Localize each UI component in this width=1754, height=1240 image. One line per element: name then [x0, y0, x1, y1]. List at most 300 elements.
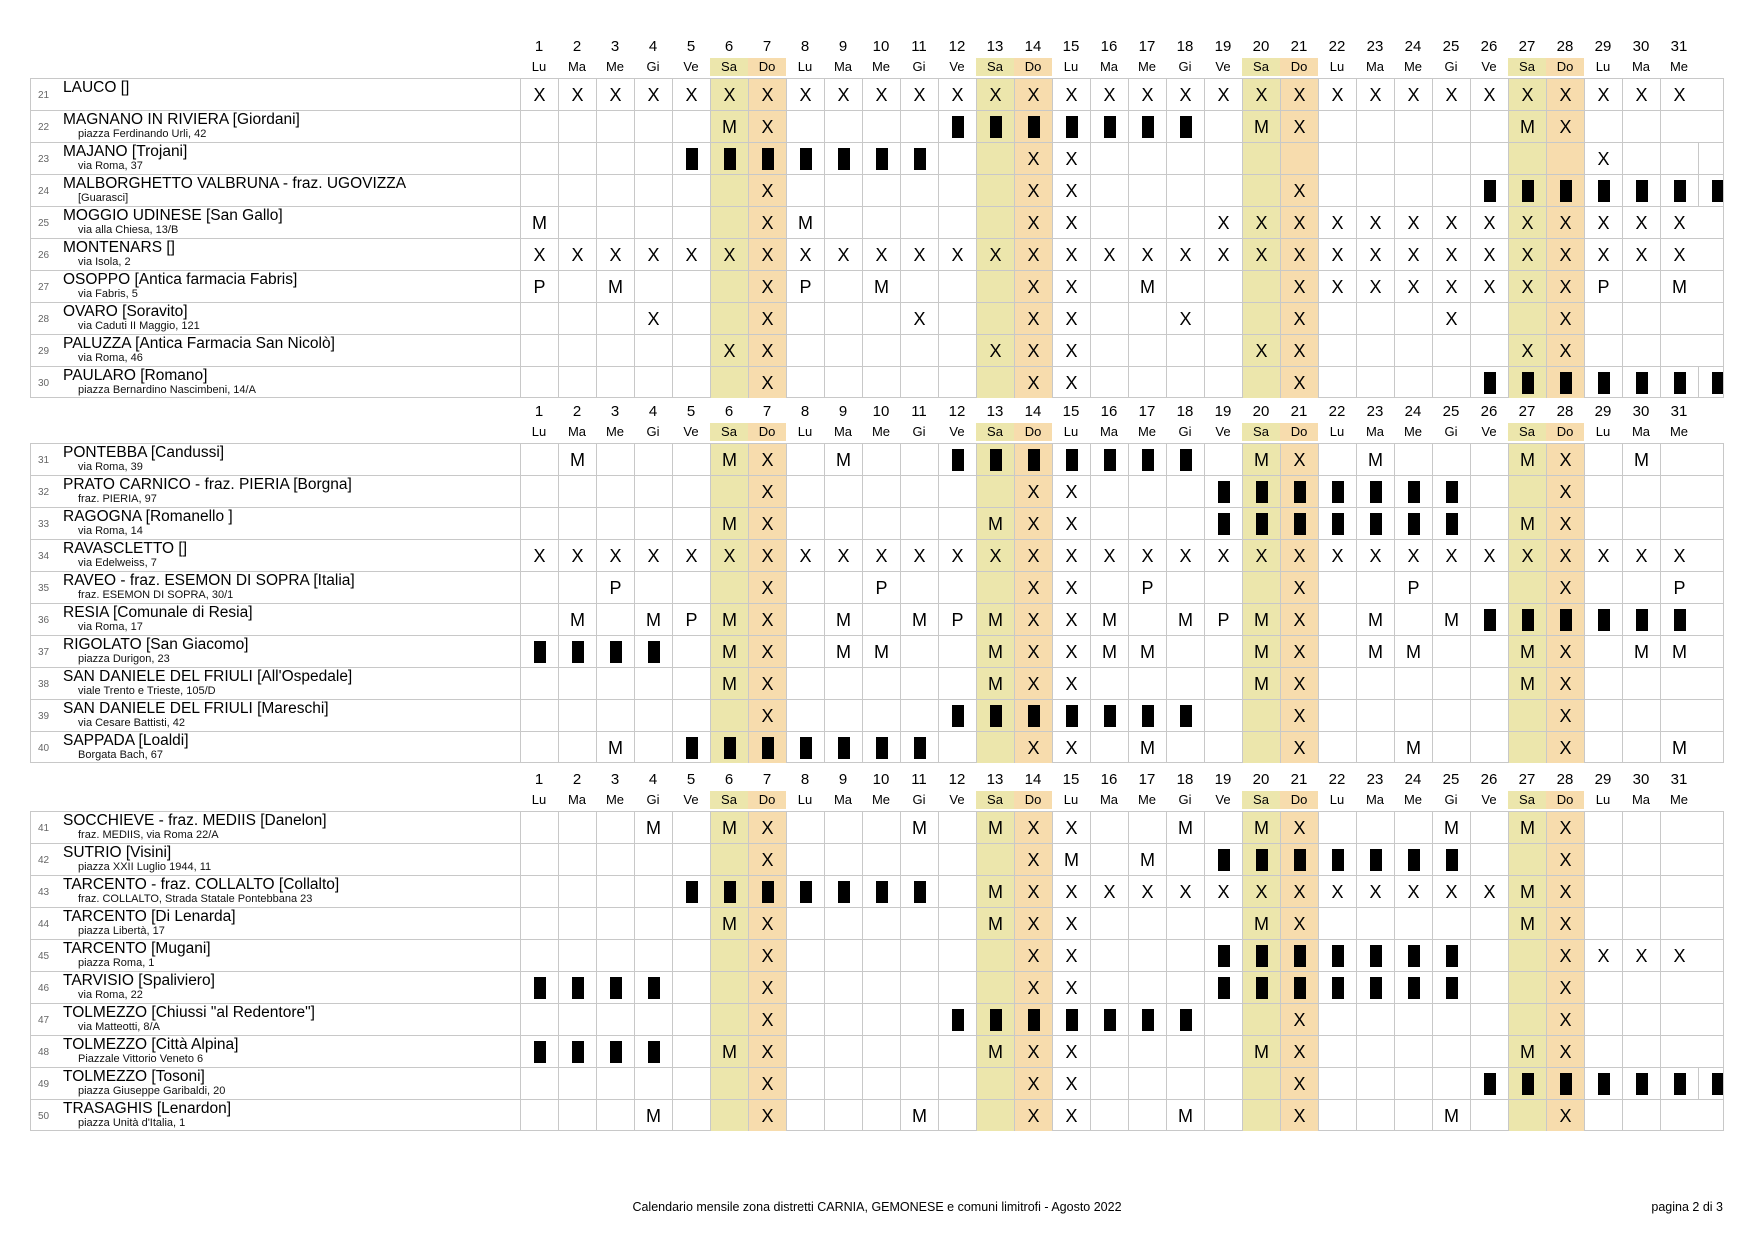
pharmacy-row — [30, 1099, 1724, 1131]
weekday-header: Gi — [1444, 424, 1458, 439]
pharmacy-name: MALBORGHETTO VALBRUNA - fraz. UGOVIZZA — [63, 175, 407, 192]
row-end-border — [1723, 668, 1724, 699]
schedule-cell: X — [748, 668, 786, 699]
day-number-header: 19 — [1214, 771, 1232, 788]
schedule-cell: X — [1280, 367, 1318, 398]
weekday-header: Sa — [710, 791, 748, 809]
schedule-cell — [1584, 636, 1622, 667]
schedule-cell — [1318, 908, 1356, 939]
closed-block-marker — [1332, 945, 1344, 967]
schedule-cell — [938, 940, 976, 971]
schedule-cell: X — [1090, 876, 1128, 907]
schedule-cell: P — [672, 604, 710, 635]
schedule-cell — [1470, 1004, 1508, 1035]
schedule-cell — [1508, 1068, 1546, 1099]
schedule-cell: M — [1508, 444, 1546, 475]
schedule-cell: X — [1014, 908, 1052, 939]
closed-block-marker — [1484, 372, 1496, 394]
day-number-header: 18 — [1176, 771, 1194, 788]
closed-block-marker — [1028, 449, 1040, 471]
schedule-cell: M — [1128, 271, 1166, 302]
schedule-cell: X — [748, 844, 786, 875]
row-end-border — [1723, 636, 1724, 667]
schedule-cell — [786, 444, 824, 475]
closed-block-marker — [1408, 977, 1420, 999]
schedule-cell: X — [1014, 668, 1052, 699]
weekday-header: Ma — [1099, 59, 1119, 74]
pharmacy-address: Piazzale Vittorio Veneto 6 — [78, 1053, 204, 1065]
weekday-header: Do — [748, 791, 786, 809]
schedule-cell — [1584, 668, 1622, 699]
pharmacy-name: SOCCHIEVE - fraz. MEDIIS [Danelon] — [63, 812, 327, 829]
schedule-cell — [634, 1036, 672, 1067]
row-end-border — [1723, 367, 1724, 398]
schedule-cell — [710, 1004, 748, 1035]
schedule-cell — [786, 668, 824, 699]
pharmacy-address: via Roma, 14 — [78, 525, 143, 537]
pharmacy-address: via alla Chiesa, 13/B — [78, 224, 179, 236]
day-number-header: 13 — [986, 771, 1004, 788]
closed-block-marker — [1598, 372, 1610, 394]
weekday-header: Ve — [949, 59, 965, 74]
schedule-cell — [596, 1036, 634, 1067]
day-number-header: 25 — [1442, 403, 1460, 420]
schedule-cell: X — [1052, 940, 1090, 971]
schedule-cell — [824, 1100, 862, 1131]
day-number-header: 9 — [838, 771, 848, 788]
schedule-cell — [1242, 700, 1280, 731]
closed-block-marker — [1218, 945, 1230, 967]
schedule-cell — [1318, 143, 1356, 174]
schedule-cell — [900, 972, 938, 1003]
day-number-header: 1 — [534, 403, 544, 420]
schedule-cell — [1356, 303, 1394, 334]
schedule-cell: P — [1204, 604, 1242, 635]
schedule-cell — [938, 476, 976, 507]
weekday-header: Lu — [797, 424, 813, 439]
weekday-header: Lu — [1063, 424, 1079, 439]
pharmacy-address: via Isola, 2 — [78, 256, 131, 268]
closed-block-marker — [1370, 481, 1382, 503]
schedule-cell — [1280, 972, 1318, 1003]
schedule-cell — [1356, 367, 1394, 398]
schedule-cell — [938, 1068, 976, 1099]
schedule-cell: X — [1470, 540, 1508, 571]
schedule-cell — [1090, 668, 1128, 699]
closed-block-marker — [1294, 513, 1306, 535]
schedule-cell: X — [1052, 367, 1090, 398]
schedule-cell — [1432, 732, 1470, 763]
schedule-cell — [1698, 175, 1736, 206]
schedule-cell — [1660, 700, 1698, 731]
schedule-cell — [1280, 143, 1318, 174]
schedule-cell — [1128, 444, 1166, 475]
closed-block-marker — [1256, 945, 1268, 967]
schedule-cell — [938, 876, 976, 907]
schedule-cell — [1128, 908, 1166, 939]
closed-block-marker — [1446, 513, 1458, 535]
schedule-cell — [1432, 972, 1470, 1003]
schedule-cell — [748, 876, 786, 907]
row-end-border — [1723, 508, 1724, 539]
schedule-cell — [1584, 476, 1622, 507]
closed-block-marker — [1408, 945, 1420, 967]
schedule-cell — [1660, 1068, 1698, 1099]
schedule-cell: X — [1014, 540, 1052, 571]
schedule-cell — [1242, 844, 1280, 875]
schedule-cell — [1128, 604, 1166, 635]
closed-block-marker — [762, 737, 774, 759]
schedule-cell — [1128, 700, 1166, 731]
schedule-cell — [596, 668, 634, 699]
closed-block-marker — [1598, 180, 1610, 202]
schedule-cell: X — [1052, 572, 1090, 603]
schedule-cell: M — [710, 812, 748, 843]
row-number: 28 — [30, 303, 56, 334]
schedule-cell: X — [1166, 303, 1204, 334]
schedule-cell: M — [1128, 636, 1166, 667]
pharmacy-name: MAGNANO IN RIVIERA [Giordani] — [63, 111, 300, 128]
schedule-cell: X — [1242, 540, 1280, 571]
schedule-cell — [1128, 1068, 1166, 1099]
closed-block-marker — [1142, 116, 1154, 138]
schedule-cell — [1280, 508, 1318, 539]
day-number-header: 3 — [610, 771, 620, 788]
pharmacy-address: piazza Roma, 1 — [78, 957, 155, 969]
schedule-cell — [520, 876, 558, 907]
closed-block-marker — [1712, 372, 1724, 394]
day-number-header: 6 — [724, 403, 734, 420]
closed-block-marker — [952, 705, 964, 727]
schedule-cell — [1090, 1068, 1128, 1099]
closed-block-marker — [1256, 977, 1268, 999]
schedule-cell: X — [1128, 239, 1166, 270]
weekday-header: Ma — [567, 59, 587, 74]
schedule-cell — [1356, 940, 1394, 971]
schedule-cell — [900, 207, 938, 238]
schedule-cell — [1090, 572, 1128, 603]
schedule-cell: P — [786, 271, 824, 302]
schedule-cell — [938, 700, 976, 731]
schedule-cell: X — [1622, 207, 1660, 238]
pharmacy-address: piazza Unità d'Italia, 1 — [78, 1117, 186, 1129]
schedule-cell — [1318, 367, 1356, 398]
schedule-cell: M — [1660, 636, 1698, 667]
schedule-cell: X — [824, 79, 862, 110]
schedule-cell — [558, 175, 596, 206]
schedule-cell — [900, 636, 938, 667]
schedule-cell — [1318, 476, 1356, 507]
schedule-cell — [1242, 1100, 1280, 1131]
schedule-cell — [1432, 700, 1470, 731]
row-end-border — [1723, 1100, 1724, 1131]
day-number-header: 10 — [872, 771, 890, 788]
schedule-cell — [1318, 303, 1356, 334]
schedule-cell — [558, 207, 596, 238]
schedule-cell: M — [1356, 636, 1394, 667]
closed-block-marker — [990, 116, 1002, 138]
day-number-header: 22 — [1328, 38, 1346, 55]
schedule-cell — [1204, 700, 1242, 731]
schedule-cell: X — [1318, 540, 1356, 571]
schedule-cell — [710, 1068, 748, 1099]
schedule-cell — [596, 812, 634, 843]
closed-block-marker — [1180, 705, 1192, 727]
schedule-cell — [634, 1068, 672, 1099]
schedule-cell — [786, 476, 824, 507]
schedule-cell — [862, 367, 900, 398]
schedule-cell — [1318, 1036, 1356, 1067]
closed-block-marker — [762, 148, 774, 170]
row-end-border — [1723, 940, 1724, 971]
schedule-cell: X — [1660, 239, 1698, 270]
schedule-cell — [634, 207, 672, 238]
pharmacy-name: SAN DANIELE DEL FRIULI [All'Ospedale] — [63, 668, 353, 685]
schedule-cell — [1204, 444, 1242, 475]
schedule-cell: X — [710, 540, 748, 571]
schedule-cell — [1622, 175, 1660, 206]
schedule-cell — [520, 335, 558, 366]
schedule-cell — [824, 732, 862, 763]
schedule-cell: X — [1014, 175, 1052, 206]
schedule-cell — [1584, 1036, 1622, 1067]
pharmacy-row — [30, 507, 1724, 539]
closed-block-marker — [800, 737, 812, 759]
schedule-cell — [1014, 444, 1052, 475]
schedule-cell: M — [1242, 812, 1280, 843]
schedule-cell — [672, 271, 710, 302]
schedule-cell — [976, 444, 1014, 475]
schedule-cell — [1508, 476, 1546, 507]
schedule-cell — [634, 940, 672, 971]
schedule-cell — [596, 1068, 634, 1099]
weekday-header: Ma — [1631, 59, 1651, 74]
schedule-cell — [900, 1036, 938, 1067]
schedule-cell — [1356, 572, 1394, 603]
day-number-header: 12 — [948, 771, 966, 788]
schedule-cell — [558, 367, 596, 398]
schedule-cell — [824, 668, 862, 699]
schedule-cell — [520, 1100, 558, 1131]
schedule-cell: M — [710, 604, 748, 635]
schedule-cell — [1508, 940, 1546, 971]
closed-block-marker — [610, 977, 622, 999]
schedule-cell — [596, 636, 634, 667]
schedule-cell — [1356, 668, 1394, 699]
closed-block-marker — [952, 116, 964, 138]
weekday-header: Sa — [710, 58, 748, 76]
schedule-cell — [1166, 636, 1204, 667]
schedule-cell — [862, 972, 900, 1003]
closed-block-marker — [1446, 977, 1458, 999]
day-number-header: 22 — [1328, 403, 1346, 420]
schedule-cell — [1432, 444, 1470, 475]
schedule-cell — [520, 572, 558, 603]
schedule-cell: X — [1166, 540, 1204, 571]
day-number-header: 7 — [762, 403, 772, 420]
day-number-header: 12 — [948, 403, 966, 420]
weekday-header: Lu — [1329, 59, 1345, 74]
weekday-header: Lu — [531, 59, 547, 74]
schedule-cell — [634, 636, 672, 667]
schedule-cell — [1090, 476, 1128, 507]
schedule-cell — [558, 1100, 596, 1131]
schedule-cell — [672, 143, 710, 174]
schedule-cell: X — [1052, 335, 1090, 366]
schedule-cell — [1584, 1004, 1622, 1035]
schedule-cell: M — [862, 636, 900, 667]
schedule-cell: X — [1280, 444, 1318, 475]
schedule-cell — [1584, 700, 1622, 731]
schedule-cell: X — [1128, 876, 1166, 907]
pharmacy-name: RESIA [Comunale di Resia] — [63, 604, 253, 621]
schedule-cell — [1508, 844, 1546, 875]
schedule-cell: X — [1622, 239, 1660, 270]
schedule-cell — [1394, 367, 1432, 398]
schedule-cell — [938, 636, 976, 667]
closed-block-marker — [1066, 116, 1078, 138]
schedule-cell — [558, 668, 596, 699]
schedule-cell: X — [748, 335, 786, 366]
weekday-header: Lu — [1595, 59, 1611, 74]
schedule-cell — [900, 668, 938, 699]
pharmacy-address: via Roma, 22 — [78, 989, 143, 1001]
schedule-cell — [1584, 1068, 1622, 1099]
schedule-cell — [938, 1004, 976, 1035]
schedule-cell: X — [558, 239, 596, 270]
schedule-cell: X — [1204, 540, 1242, 571]
closed-block-marker — [1066, 705, 1078, 727]
day-number-header: 29 — [1594, 771, 1612, 788]
schedule-cell — [900, 700, 938, 731]
weekday-header: Me — [871, 792, 891, 807]
schedule-cell — [900, 1004, 938, 1035]
schedule-cell: M — [976, 908, 1014, 939]
schedule-cell — [1166, 271, 1204, 302]
schedule-cell — [710, 207, 748, 238]
schedule-cell: X — [1166, 876, 1204, 907]
weekday-header: Do — [1014, 791, 1052, 809]
schedule-cell — [1622, 700, 1660, 731]
schedule-cell — [558, 972, 596, 1003]
row-number: 40 — [30, 732, 56, 763]
schedule-cell — [672, 876, 710, 907]
schedule-cell — [824, 508, 862, 539]
schedule-cell — [786, 1004, 824, 1035]
schedule-cell — [1470, 1036, 1508, 1067]
schedule-cell: X — [1014, 367, 1052, 398]
schedule-cell: M — [1128, 732, 1166, 763]
schedule-cell: X — [748, 111, 786, 142]
schedule-cell: X — [1432, 239, 1470, 270]
schedule-cell — [862, 508, 900, 539]
schedule-cell — [634, 908, 672, 939]
schedule-cell — [1508, 700, 1546, 731]
pharmacy-row — [30, 443, 1724, 475]
schedule-cell: M — [976, 812, 1014, 843]
schedule-cell: X — [748, 540, 786, 571]
schedule-cell — [900, 732, 938, 763]
pharmacy-address: Borgata Bach, 67 — [78, 749, 164, 761]
weekday-header: Do — [1280, 58, 1318, 76]
schedule-cell: X — [748, 1036, 786, 1067]
schedule-cell: X — [1508, 271, 1546, 302]
schedule-cell — [1508, 175, 1546, 206]
schedule-cell: P — [938, 604, 976, 635]
schedule-cell: P — [862, 572, 900, 603]
schedule-cell: X — [1052, 972, 1090, 1003]
schedule-cell — [1356, 844, 1394, 875]
weekday-header: Do — [1546, 423, 1584, 441]
schedule-cell — [824, 1004, 862, 1035]
pharmacy-name: SAPPADA [Loaldi] — [63, 732, 189, 749]
schedule-cell: X — [1546, 572, 1584, 603]
schedule-cell: M — [1508, 812, 1546, 843]
schedule-cell: X — [1014, 876, 1052, 907]
closed-block-marker — [648, 977, 660, 999]
schedule-cell — [1394, 940, 1432, 971]
day-number-header: 5 — [686, 403, 696, 420]
day-number-header: 19 — [1214, 403, 1232, 420]
schedule-cell — [1394, 508, 1432, 539]
day-number-header: 13 — [986, 38, 1004, 55]
schedule-cell — [520, 668, 558, 699]
schedule-cell: X — [1546, 444, 1584, 475]
schedule-cell — [672, 812, 710, 843]
schedule-cell — [1090, 111, 1128, 142]
schedule-cell: X — [1090, 540, 1128, 571]
weekday-header: Lu — [531, 424, 547, 439]
schedule-cell — [1166, 1036, 1204, 1067]
schedule-cell — [1356, 812, 1394, 843]
schedule-cell: M — [1242, 1036, 1280, 1067]
schedule-cell — [710, 476, 748, 507]
schedule-cell — [1166, 335, 1204, 366]
closed-block-marker — [1066, 449, 1078, 471]
schedule-cell: X — [1508, 239, 1546, 270]
day-number-header: 20 — [1252, 38, 1270, 55]
weekday-header: Ma — [833, 424, 853, 439]
schedule-cell: X — [1014, 844, 1052, 875]
closed-block-marker — [1294, 849, 1306, 871]
schedule-cell: X — [748, 476, 786, 507]
schedule-cell: M — [976, 1036, 1014, 1067]
schedule-cell — [1090, 175, 1128, 206]
schedule-cell — [1204, 1036, 1242, 1067]
schedule-cell: X — [1356, 876, 1394, 907]
schedule-cell — [862, 908, 900, 939]
schedule-cell: X — [520, 79, 558, 110]
weekday-header: Ve — [949, 424, 965, 439]
pharmacy-address: fraz. MEDIIS, via Roma 22/A — [78, 829, 219, 841]
schedule-cell — [1014, 111, 1052, 142]
row-number: 32 — [30, 476, 56, 507]
pharmacy-address: via Roma, 17 — [78, 621, 143, 633]
schedule-cell: X — [786, 79, 824, 110]
closed-block-marker — [686, 148, 698, 170]
closed-block-marker — [1408, 849, 1420, 871]
schedule-cell: P — [1128, 572, 1166, 603]
schedule-cell — [596, 111, 634, 142]
pharmacy-row — [30, 475, 1724, 507]
schedule-cell: X — [938, 79, 976, 110]
schedule-cell — [900, 143, 938, 174]
schedule-cell — [1470, 940, 1508, 971]
pharmacy-name: TARCENTO [Mugani] — [63, 940, 211, 957]
schedule-cell: X — [1546, 972, 1584, 1003]
pharmacy-row — [30, 206, 1724, 238]
closed-block-marker — [838, 148, 850, 170]
